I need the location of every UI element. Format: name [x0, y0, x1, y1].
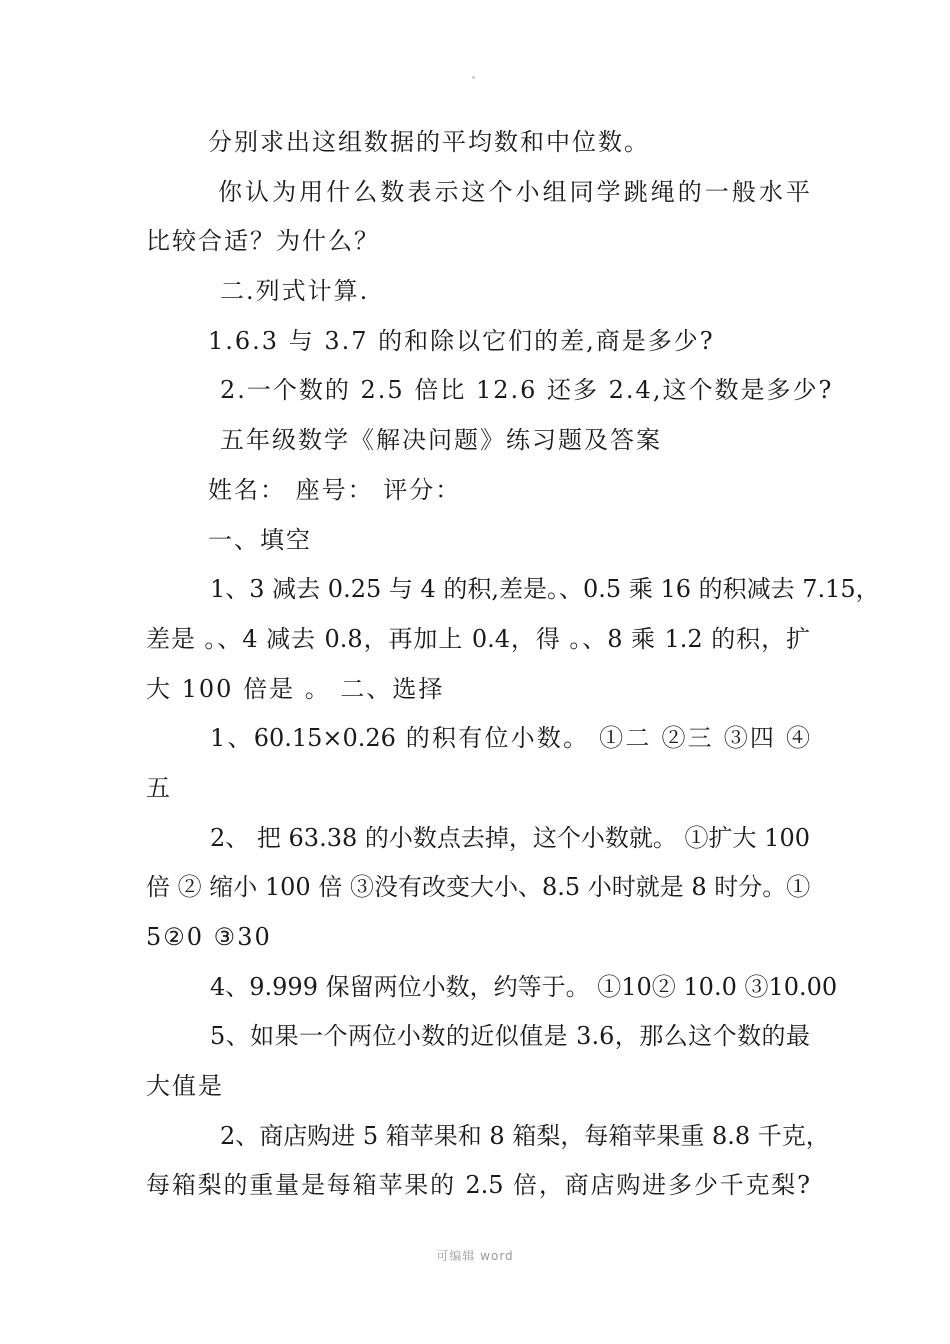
choice-question-3-options: 5②0 ③30	[146, 923, 272, 951]
choice-question-1-cont: 五	[146, 773, 172, 802]
section-heading-fill-blank: 一、填空	[208, 525, 312, 554]
text-line-question-level: 你认为用什么数表示这个小组同学跳绳的一般水平	[218, 177, 810, 206]
word-problem-line-2: 每箱梨的重量是每箱苹果的 2.5 倍，商店购进多少千克梨?	[146, 1171, 810, 1200]
choice-question-5: 5、如果一个两位小数的近似值是 3.6，那么这个数的最	[210, 1022, 810, 1051]
fill-blank-line-2: 差是 。、4 减去 0.8，再加上 0.4，得 。、8 乘 1.2 的积，扩	[146, 624, 810, 653]
text-line-question-why: 比较合适？为什么？	[146, 227, 380, 256]
choice-question-4: 4、9.999 保留两位小数，约等于。 ①10② 10.0 ③10.00	[210, 972, 838, 1001]
header-dot	[472, 76, 475, 79]
document-title: 五年级数学《解决问题》练习题及答案	[220, 426, 662, 455]
choice-question-2-cont: 倍 ② 缩小 100 倍 ③没有改变大小、8.5 小时就是 8 时分。①	[146, 873, 811, 902]
choice-question-2: 2、 把 63.38 的小数点去掉，这个小数就。 ①扩大 100	[210, 823, 810, 852]
calc-problem-2: 2.一个数的 2.5 倍比 12.6 还多 2.4,这个数是多少?	[220, 376, 834, 405]
footer-watermark: 可编辑 word	[436, 1249, 514, 1263]
choice-question-1: 1、60.15×0.26 的积有位小数。 ①二 ②三 ③四 ④	[210, 724, 810, 753]
section-heading-calculation: 二.列式计算.	[220, 277, 370, 306]
fill-blank-line-3: 大 100 倍是 。 二、选择	[146, 674, 445, 703]
fill-blank-line-1: 1、3 减去 0.25 与 4 的积,差是。、0.5 乘 16 的积减去 7.15，	[210, 575, 880, 604]
calc-problem-1: 1.6.3 与 3.7 的和除以它们的差,商是多少?	[208, 326, 715, 355]
student-info-line: 姓名： 座号： 评分：	[208, 475, 462, 504]
document-body	[146, 118, 880, 1211]
choice-question-5-cont: 大值是	[146, 1072, 224, 1101]
word-problem-line-1: 2、商店购进 5 箱苹果和 8 箱梨，每箱苹果重 8.8 千克，	[220, 1121, 830, 1150]
text-line-average-median: 分别求出这组数据的平均数和中位数。	[208, 128, 650, 156]
